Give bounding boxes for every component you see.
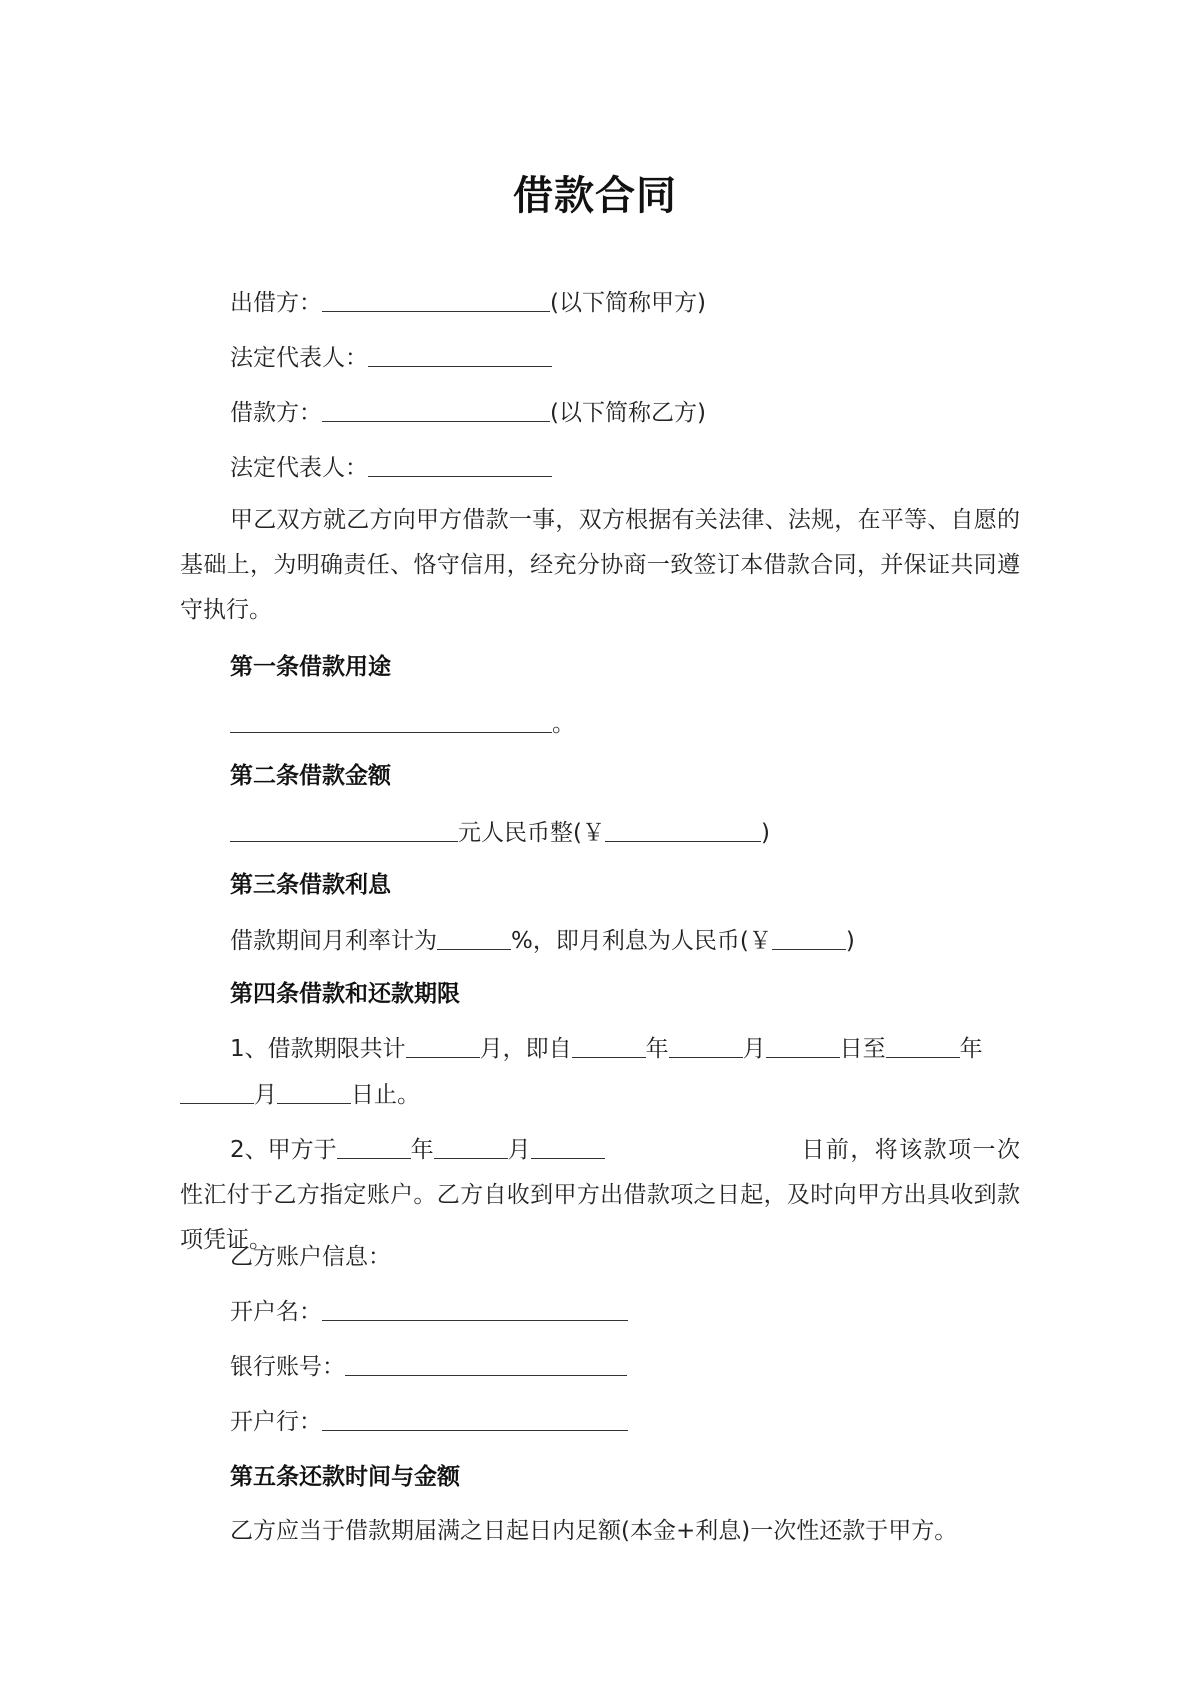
interest-rate-blank[interactable] [437, 927, 511, 950]
term-text-h: 日止。 [351, 1082, 420, 1108]
account-bank-line [230, 1405, 628, 1439]
borrower-label: 借款方： [230, 400, 322, 426]
end-day-blank[interactable] [277, 1081, 351, 1104]
article3-text-a: 借款期间月利率计为 [230, 928, 437, 954]
term-text-c: 年 [645, 1036, 669, 1062]
article3-text-b: %，即月利息为人民币(￥ [511, 928, 772, 954]
term-months-blank[interactable] [406, 1035, 480, 1058]
borrower-line [230, 396, 706, 430]
lender-blank[interactable] [322, 289, 550, 312]
term-text-e: 日至 [839, 1036, 886, 1062]
account-number-blank[interactable] [345, 1353, 627, 1376]
borrower-rep-blank[interactable] [368, 454, 552, 477]
account-number-line [230, 1350, 627, 1384]
account-name-line [230, 1295, 628, 1329]
article2-line [230, 816, 770, 850]
document-title: 借款合同 [513, 173, 677, 219]
account-number-label: 银行账号： [230, 1354, 345, 1380]
purpose-blank[interactable] [230, 710, 552, 733]
article4-item1-line2 [180, 1078, 420, 1112]
borrower-blank[interactable] [322, 399, 550, 422]
term-text-d: 月 [742, 1036, 766, 1062]
transfer-text-c: 月 [507, 1137, 531, 1163]
article4-item1-line1 [230, 1032, 983, 1066]
transfer-text-a: 2、甲方于 [230, 1137, 337, 1163]
term-text-b: 月，即自 [479, 1036, 572, 1062]
account-bank-label: 开户行： [230, 1409, 322, 1435]
account-bank-blank[interactable] [322, 1408, 628, 1431]
borrower-rep-line [230, 451, 552, 485]
article3-heading: 第三条借款利息 [230, 872, 391, 898]
article3-line [230, 924, 855, 958]
article3-text-c: ) [845, 928, 855, 954]
term-text-a: 1、借款期限共计 [230, 1036, 406, 1062]
borrower-suffix: (以下简称乙方) [550, 400, 706, 426]
article4-heading: 第四条借款和还款期限 [230, 981, 460, 1007]
article2-text-b: ) [760, 820, 770, 846]
start-year-blank[interactable] [572, 1035, 646, 1058]
lender-label: 出借方： [230, 290, 322, 316]
lender-rep-line [230, 341, 552, 375]
borrower-rep-label: 法定代表人： [230, 455, 368, 481]
article4-item2-continuation [180, 1128, 1020, 1253]
end-month-blank[interactable] [180, 1081, 254, 1104]
account-name-label: 开户名： [230, 1299, 322, 1325]
amount-number-blank[interactable] [605, 819, 761, 842]
article2-text-a: 元人民币整(￥ [458, 820, 605, 846]
term-text-g: 月 [254, 1082, 277, 1108]
article5-heading: 第五条还款时间与金额 [230, 1464, 460, 1490]
end-year-blank[interactable] [886, 1035, 960, 1058]
amount-words-blank[interactable] [230, 819, 458, 842]
transfer-text-b: 年 [410, 1137, 434, 1163]
start-month-blank[interactable] [669, 1035, 743, 1058]
article1-line [230, 707, 575, 741]
lender-line [230, 286, 706, 320]
lender-suffix: (以下简称甲方) [550, 290, 706, 316]
term-text-f: 年 [959, 1036, 983, 1062]
article5-text: 乙方应当于借款期届满之日起日内足额(本金+利息)一次性还款于甲方。 [230, 1518, 958, 1544]
lender-rep-blank[interactable] [368, 344, 552, 367]
intro-paragraph: 甲乙双方就乙方向甲方借款一事，双方根据有关法律、法规，在平等、自愿的基础上，为明确责任、恪守信用，经充分协商一致签订本借款合同，并保证共同遵守执行。 [180, 507, 1020, 623]
article2-heading: 第二条借款金额 [230, 763, 391, 789]
article1-heading: 第一条借款用途 [230, 654, 391, 680]
account-name-blank[interactable] [322, 1298, 628, 1321]
interest-amount-blank[interactable] [772, 927, 846, 950]
article1-end: 。 [552, 711, 575, 737]
transfer-text-d: 日前，将该款项一次性汇付于乙方指定账户。乙方自收到甲方出借款项之日起，及时向甲方出具收到款项凭证。 [180, 1137, 1020, 1253]
lender-rep-label: 法定代表人： [230, 345, 368, 371]
start-day-blank[interactable] [766, 1035, 840, 1058]
account-header: 乙方账户信息： [230, 1244, 391, 1270]
